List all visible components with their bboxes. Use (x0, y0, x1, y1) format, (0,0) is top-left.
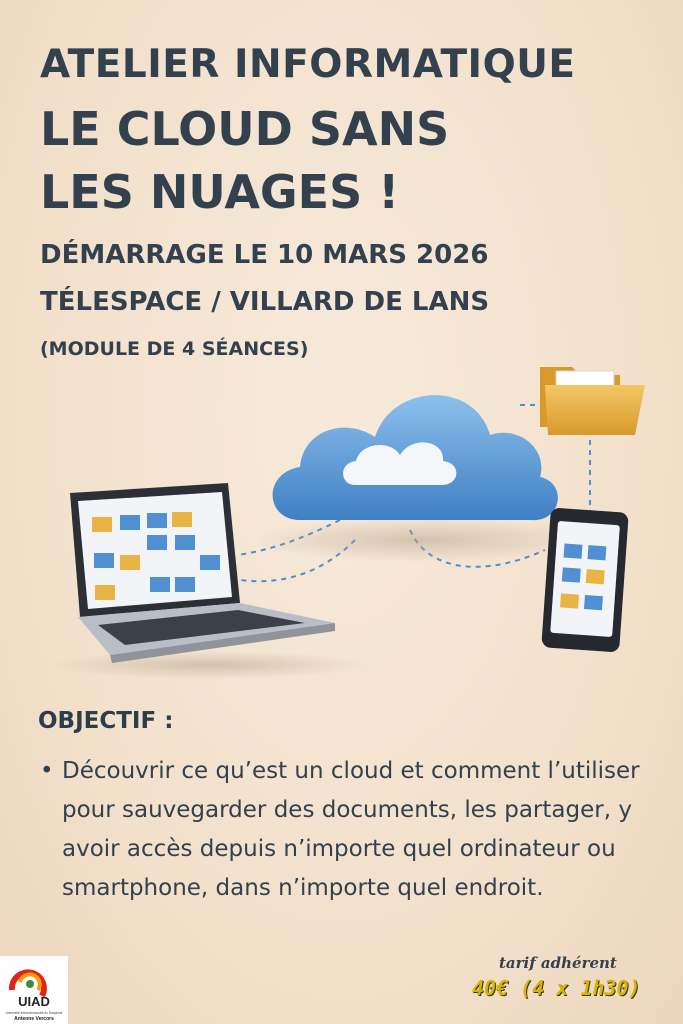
uiad-logo (0, 956, 68, 1024)
logo-name: UIAD (18, 994, 50, 1009)
poster-title-line1: ATELIER INFORMATIQUE (40, 42, 576, 87)
smartphone-icon (541, 507, 629, 652)
list-item: • Découvrir ce qu’est un cloud et comment l’utiliser pour sauvegarder des documents, les partager, y avoir accès depuis n’importe quel ordinateur ou smartphone, dans n’importe quel endroit. (40, 752, 660, 908)
tarif-label: tarif adhérent (499, 954, 617, 972)
tarif-price: 40€ (4 x 1h30) (472, 976, 641, 1000)
cloud-shadow (250, 518, 590, 562)
logo-branch: Antenne Vercors (14, 1016, 54, 1022)
start-date: DÉMARRAGE LE 10 MARS 2026 (40, 240, 489, 270)
module-info: (MODULE DE 4 SÉANCES) (40, 338, 309, 360)
laptop-shadow (50, 651, 370, 679)
cloud-illustration (0, 355, 683, 685)
objectif-heading: OBJECTIF : (38, 708, 174, 734)
folder-icon (540, 367, 645, 435)
poster-title-line3: LES NUAGES ! (40, 165, 400, 219)
cloud-icon (273, 395, 558, 520)
poster-title-line2: LE CLOUD SANS (40, 102, 450, 156)
logo-subtitle: Université Intercommunale du Dauphiné (5, 1011, 63, 1015)
objectif-list (40, 752, 660, 908)
venue: TÉLESPACE / VILLARD DE LANS (40, 287, 490, 317)
